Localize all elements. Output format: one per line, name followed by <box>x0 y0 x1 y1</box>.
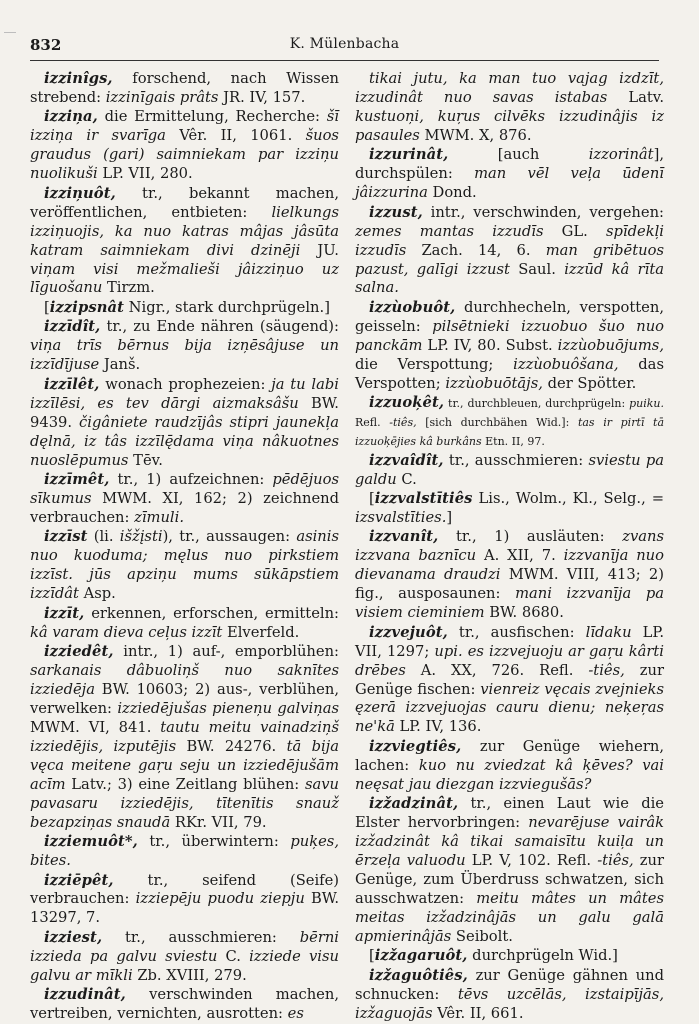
gloss-text: [ <box>44 298 50 316</box>
gloss-text: [auch <box>448 146 589 164</box>
example-text: izziede visu galvu ar mīkli <box>30 947 339 984</box>
dictionary-entry <box>30 299 339 318</box>
example-text: viņa trīs bērnus bija izņēsâjuse un izzīdījuse <box>30 337 339 374</box>
small-example-text: -tiês, <box>389 416 417 430</box>
dictionary-entry <box>355 947 664 966</box>
example-text: sarkanais dâbuoliņš nuo saknītes izziedēja <box>30 662 339 698</box>
headword: izziņa, <box>44 108 98 126</box>
gloss-text: erkennen, erforschen, ermitteln: <box>84 604 339 622</box>
headword: izziēpêt, <box>44 871 114 889</box>
example-text: zvans izzvana baznīcu <box>355 528 664 565</box>
headword: izziedêt, <box>44 643 114 661</box>
left-column <box>30 70 339 1023</box>
gloss-text: C. <box>396 470 417 488</box>
example-text: upi. es izzvejuoju ar gaŗu kârti drēbes <box>355 642 665 679</box>
page-header <box>30 36 659 58</box>
headword: izzīlêt, <box>44 375 100 393</box>
dictionary-entry <box>355 394 664 451</box>
gloss-text: zur Genüge fischen: <box>355 661 664 698</box>
example-text: sviestu pa galdu <box>355 451 664 488</box>
headword: izzīt, <box>44 604 85 622</box>
example-text: ja tu labi izzīlēsi, es tev dārgi aizmaksâšu <box>30 375 339 412</box>
example-text: -tiês, <box>597 852 634 870</box>
example-text: čigâniete raudzījâs stipri jaunekļa dęlnā, iz tâs izzīlę̄dama viņa nâkuotnes nuoslēpumus <box>30 413 339 469</box>
gloss-text: BW. 24276. <box>176 737 287 755</box>
gloss-text: die Ermittelung, Recherche: <box>97 108 327 126</box>
example-text: izzùobuōtājs, <box>445 374 543 392</box>
gloss-text: tr., ausschmieren: <box>443 451 589 469</box>
example-text: zemes mantas izzudīs <box>355 222 544 240</box>
dictionary-entry <box>355 70 664 146</box>
page-number: 832 <box>30 36 62 54</box>
example-text: kâ varam dieva ceļus izzīt <box>30 623 223 641</box>
example-text: -tiês, <box>588 661 625 679</box>
gloss-text: JR. IV, 157. <box>218 88 306 106</box>
right-column <box>355 70 665 1022</box>
dictionary-entry <box>30 185 339 299</box>
header-rule <box>30 60 659 61</box>
gloss-text: MWM. X, 876. <box>419 126 532 144</box>
example-text: kuo nu zviedzat kâ ķēves? vai neęsat jau diezgan izzviegušās? <box>355 756 664 793</box>
gloss-text: Tēv. <box>128 451 163 469</box>
gloss-text: LP. IV, 136. <box>394 718 482 736</box>
headword: izzvanît, <box>369 528 439 546</box>
headword: izzīdît, <box>44 318 101 336</box>
gloss-text: Asp. <box>78 585 116 603</box>
dictionary-entry <box>355 146 664 203</box>
dictionary-entry <box>30 70 339 108</box>
gloss-text: Vêr. II, 1061. <box>165 127 306 145</box>
example-text: līdaku <box>585 623 632 641</box>
example-text: izzvanīja nuo dievanama draudzi <box>355 547 664 584</box>
gloss-text: LP. V, 102. Refl. <box>465 852 598 870</box>
gloss-text: forschend, nach Wissen strebend: <box>30 70 339 106</box>
gloss-text: das Verspotten; <box>355 355 664 392</box>
example-text: es <box>287 1005 304 1023</box>
gloss-text: Janš. <box>99 356 141 374</box>
example-text: kustuoņi, kuŗus cilvēks izzudinâjis iz pasaules <box>355 107 664 144</box>
example-text: izzūd kâ rīta salna. <box>355 260 664 297</box>
example-text: mani izzvanīja pa visiem cieminiem <box>355 585 664 622</box>
gloss-text: Tirzm. <box>102 279 155 297</box>
gloss-text: [ <box>369 947 375 965</box>
gloss-text: intr., 1) auf-, emporblühen: <box>113 643 339 661</box>
gloss-text: tr., 1) aufzeichnen: <box>109 471 273 489</box>
example-text: man gribētuos pazust, galīgi izzust <box>355 241 664 278</box>
example-text: nevarējuse vairâk izžadzinât kâ tikai samaisītu kuiļa un ērzeļa valuodu <box>355 814 664 870</box>
gloss-text: tr., ausfischen: <box>447 623 586 641</box>
gloss-text: tr., überwintern: <box>137 833 291 851</box>
gloss-text: tr., 1) ausläuten: <box>438 528 623 546</box>
gloss-text: A. XII, 7. <box>476 547 564 565</box>
gloss-text: [ <box>369 489 375 507</box>
gloss-text: verschwinden machen, vertreiben, vernichten, ausrotten: <box>30 986 339 1023</box>
headword: izžadzinât, <box>369 795 459 813</box>
headword: izzvalstītiês <box>374 489 473 507</box>
headword: izzīmêt, <box>44 471 110 489</box>
example-text: izzùobuôšana, <box>513 355 619 373</box>
gloss-text: BW. 8680. <box>484 604 564 622</box>
gloss-text: MWM. XI, 162; 2) zeichnend verbrauchen: <box>30 489 339 526</box>
running-head: K. Mülenbacha <box>289 36 400 52</box>
dictionary-entry <box>30 643 339 833</box>
headword: izziemuôt*, <box>44 833 138 851</box>
gloss-text: zur Genüge gähnen und schnucken: <box>355 966 664 1003</box>
example-text: pēdējuos sīkumus <box>30 471 339 507</box>
example-text: išžįsti <box>119 528 163 546</box>
gloss-text: wonach prophezeien: <box>99 375 272 393</box>
headword: izziņuôt, <box>44 184 116 202</box>
gloss-text: zur Genüge, zum Überdruss schwatzen, sich ausschwatzen: <box>355 852 665 907</box>
dictionary-entry <box>355 204 664 299</box>
example-text: vienreiz vęcais zvejnieks ęzerā izzvejuojas cauru dienu; neķeŗas ne'kā <box>355 680 664 736</box>
gloss-text: intr., verschwinden, vergehen: <box>422 203 664 221</box>
gloss-text: Dond. <box>427 184 477 202</box>
example-text: izziepēju puodu ziepju <box>135 890 305 908</box>
headword: izzuoķêt, <box>369 394 445 412</box>
gloss-text: Latv.; 3) eine Zeitlang blühen: <box>65 775 305 793</box>
gloss-text: MWM. VI, 841. <box>30 718 161 736</box>
example-text: man vēl veļa ūdenī jâizzurina <box>355 165 664 202</box>
gloss-text: LP. IV, 80. Subst. <box>422 336 558 354</box>
example-text: meitu mâtes un mâtes meitas izžadzinâjās un galu galā apmierinâjās <box>355 889 665 945</box>
example-text: zīmuli. <box>134 508 184 526</box>
dictionary-entry <box>355 795 664 947</box>
scan-mark <box>4 32 16 33</box>
gloss-text: ] <box>446 508 453 526</box>
small-example-text: puiku. <box>629 397 664 411</box>
gloss-text: Saul. <box>509 260 565 278</box>
gloss-text: Nigr., stark durchprügeln.] <box>124 298 330 316</box>
example-text: tā bija vęca meitene gaŗu seju un izziedējušām acīm <box>30 737 339 793</box>
gloss-text: ), tr., aussaugen: <box>162 528 297 546</box>
example-text: lielkungs izziņuojis, ka nuo katras mâjas jâsūta katram saimniekam divi dzinēji <box>30 203 339 259</box>
gloss-text: RKr. VII, 79. <box>170 813 267 831</box>
dictionary-entry <box>30 471 339 528</box>
headword: izzviegtiês, <box>369 737 462 755</box>
gloss-text: GL. <box>543 222 606 240</box>
headword: izžaguôtiês, <box>369 966 468 984</box>
dictionary-entry <box>30 986 339 1024</box>
example-text: pilsētnieki izzuobuo šuo nuo panckām <box>355 317 664 354</box>
example-text: šuos graudus (gari) saimniekam par izziņu nuolikuši <box>30 127 339 183</box>
dictionary-entry <box>30 528 339 604</box>
gloss-text: MWM. VIII, 413; 2) fig., ausposaunen: <box>355 566 664 603</box>
example-text: savu pavasaru izziedējis, tītenītis snauž bezapziņas snaudā <box>30 775 339 831</box>
dictionary-entry <box>30 108 339 184</box>
headword: izzinîgs, <box>44 70 113 87</box>
dictionary-entry <box>30 376 339 471</box>
headword: izžagaruôt, <box>374 947 468 965</box>
dictionary-entry <box>30 318 339 375</box>
small-text: Etn. II, 97. <box>481 435 545 449</box>
gloss-text: C. <box>217 947 250 965</box>
example-text: viņam visi mežmalieši jâizziņuo uz līguošanu <box>30 260 339 297</box>
gloss-text: ], durchspülen: <box>355 146 664 183</box>
headword: izzīst <box>44 528 88 546</box>
headword: izzurinât, <box>369 146 449 164</box>
headword: izzvejuôt, <box>369 623 448 641</box>
dictionary-entry <box>30 929 339 986</box>
small-text: Refl. <box>355 416 390 430</box>
dictionary-entry <box>355 490 664 528</box>
dictionary-entry <box>355 299 664 394</box>
dictionary-entry <box>355 738 664 795</box>
gloss-text: Elverfeld. <box>222 623 300 641</box>
headword: izzùobuôt, <box>369 298 456 316</box>
gloss-text: JU. <box>300 241 339 259</box>
headword: izzudinât, <box>44 986 126 1004</box>
example-text: šī izziņa ir svarīga <box>30 108 339 145</box>
gloss-text: durchprügeln Wid.] <box>467 947 618 965</box>
gloss-text: A. XX, 726. Refl. <box>405 661 589 679</box>
headword: izziest, <box>44 928 103 946</box>
gloss-text: BW. 13297, 7. <box>30 890 339 927</box>
gloss-text: Zach. 14, 6. <box>406 241 546 259</box>
example-text: izzorinât <box>588 146 654 164</box>
dictionary-entry <box>355 452 664 490</box>
example-text: tikai jutu, ka man tuo vajag izdzīt, izzudinât nuo savas istabas <box>355 70 664 106</box>
gloss-text: tr., einen Laut wie die Elster hervorbringen: <box>355 795 664 832</box>
two-column-body <box>30 70 665 1023</box>
gloss-text: BW. 10603; 2) aus-, verblühen, verwelken: <box>30 681 339 717</box>
example-text: asinis nuo kuoduma; męlus nuo pirkstiem izzīst. jūs apziņu mums sūkāpstiem izzīdât <box>30 528 339 603</box>
gloss-text: tr., ausschmieren: <box>102 928 300 946</box>
small-text: tr., durchbleuen, durchprügeln: <box>444 397 630 411</box>
gloss-text: (li. <box>87 528 120 546</box>
example-text: izzùobuōjums, <box>557 336 664 354</box>
gloss-text: die Verspottung; <box>355 355 514 373</box>
dictionary-entry <box>355 624 664 738</box>
example-text: izzinīgais prâts <box>105 88 219 106</box>
gloss-text: zur Genüge wiehern, lachen: <box>355 737 664 774</box>
gloss-text: Seibolt. <box>451 927 513 945</box>
gloss-text: der Spötter. <box>542 374 637 392</box>
dictionary-entry <box>30 605 339 643</box>
small-example-text: tas ir pirtī tā izzuoķējies kâ burkâns <box>355 416 665 449</box>
example-text: izsvalstīties. <box>355 508 447 526</box>
gloss-text: durchhecheln, verspotten, geisseln: <box>355 298 664 335</box>
dictionary-entry <box>30 872 339 929</box>
example-text: tautu meitu vainadziņš izziedējis, izputējis <box>30 718 339 755</box>
dictionary-entry <box>355 967 664 1024</box>
gloss-text: Zb. XVIII, 279. <box>132 966 247 984</box>
headword: izzust, <box>369 203 423 221</box>
example-text: spīdekļi izzudīs <box>355 222 664 259</box>
example-text: izziedējušas pieneņu galviņas <box>117 699 339 717</box>
gloss-text: LP. VII, 1297; <box>355 623 665 660</box>
headword: izzvaîdît, <box>369 451 444 469</box>
gloss-text: BW. 9439. <box>30 394 339 431</box>
gloss-text: LP. VII, 280. <box>97 165 193 183</box>
gloss-text: Vêr. II, 661. <box>432 1004 524 1022</box>
gloss-text: tr., zu Ende nähren (säugend): <box>100 318 339 336</box>
example-text: bērni izzieda pa galvu sviestu <box>30 928 339 965</box>
gloss-text: tr., seifend (Seife) verbrauchen: <box>30 871 339 908</box>
dictionary-entry <box>30 833 339 871</box>
headword: izzipsnât <box>49 298 124 316</box>
example-text: puķes, bites. <box>30 833 339 870</box>
gloss-text: Latv. <box>607 88 664 106</box>
gloss-text: Lis., Wolm., Kl., Selg., = <box>472 489 664 507</box>
example-text: tēvs uzcēlās, izstaipījās, izžaguojās <box>355 985 664 1022</box>
dictionary-entry <box>355 528 664 623</box>
small-text: [sich durchbähen Wid.]: <box>416 416 578 430</box>
gloss-text: tr., bekannt machen, veröffentlichen, entbieten: <box>30 184 339 221</box>
